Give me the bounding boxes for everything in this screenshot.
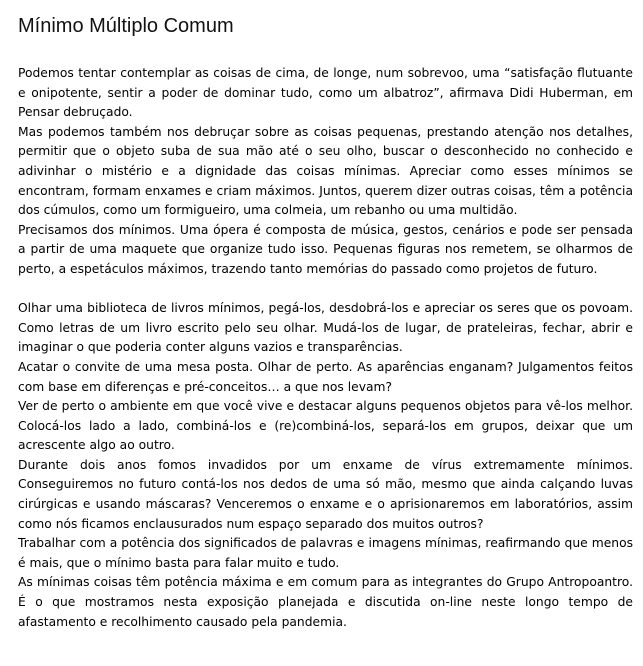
paragraph-5: Acatar o convite de uma mesa posta. Olhar de perto. As aparências enganam? Julgamentos feitos com base em diferenças e pré-conceitos… a que nos levam? <box>18 359 633 394</box>
paragraph-8: Trabalhar com a potência dos significados de palavras e imagens mínimas, reafirmando que menos é mais, que o mínimo basta para falar muito e tudo. <box>18 536 633 570</box>
document-body <box>18 64 633 632</box>
paragraph-gap <box>18 280 633 300</box>
paragraph-7: Durante dois anos fomos invadidos por um enxame de vírus extremamente mínimos. Conseguiremos no futuro contá-los nos dedos de uma só mão, mesmo que ainda calçando luvas cirúrgicas e usando máscaras? Venceremos o enxame e o aprisionaremos em laboratórios, assim como nós ficamos enclausurados num espaço separado dos muitos outros? <box>18 457 633 531</box>
document-title: Mínimo Múltiplo Comum <box>18 15 234 37</box>
paragraph-1: Podemos tentar contemplar as coisas de cima, de longe, num sobrevoo, uma “satisfação flutuante e onipotente, sentir a poder de dominar tudo, como um albatroz”, afirmava Didi Huberman, em Pensar debruçado. <box>18 66 633 120</box>
paragraph-3: Precisamos dos mínimos. Uma ópera é composta de música, gestos, cenários e pode ser pensada a partir de uma maquete que organize tudo isso. Pequenas figuras nos remetem, se olharmos de perto, a espetáculos máximos, trazendo tanto memórias do passado como projetos de futuro. <box>18 222 633 276</box>
paragraph-4: Olhar uma biblioteca de livros mínimos, pegá-los, desdobrá-los e apreciar os seres que os povoam. Como letras de um livro escrito pelo seu olhar. Mudá-los de lugar, de prateleiras, fechar, abrir e imaginar o que poderia conter alguns vazios e transparências. <box>18 301 633 355</box>
paragraph-2: Mas podemos também nos debruçar sobre as coisas pequenas, prestando atenção nos detalhes, permitir que o objeto suba de sua mão até o seu olho, buscar o desconhecido no conhecido e adivinhar o mistério e a dignidade das coisas mínimas. Apreciar como esses mínimos se encontram, formam enxames e criam máximos. Juntos, querem dizer outras coisas, têm a potência dos cúmulos, como um formigueiro, uma colmeia, um rebanho ou uma multidão. <box>18 124 633 218</box>
paragraph-6: Ver de perto o ambiente em que você vive e destacar alguns pequenos objetos para vê-los melhor. Colocá-los lado a lado, combiná-los e (re)combiná-los, separá-los em grupos, deixar que um acrescente algo ao outro. <box>18 399 633 453</box>
paragraph-9: As mínimas coisas têm potência máxima e em comum para as integrantes do Grupo Antropoantro. É o que mostramos nesta exposição planejada e discutida on-line neste longo tempo de afastamento e recolhimento causado pela pandemia. <box>18 575 633 629</box>
